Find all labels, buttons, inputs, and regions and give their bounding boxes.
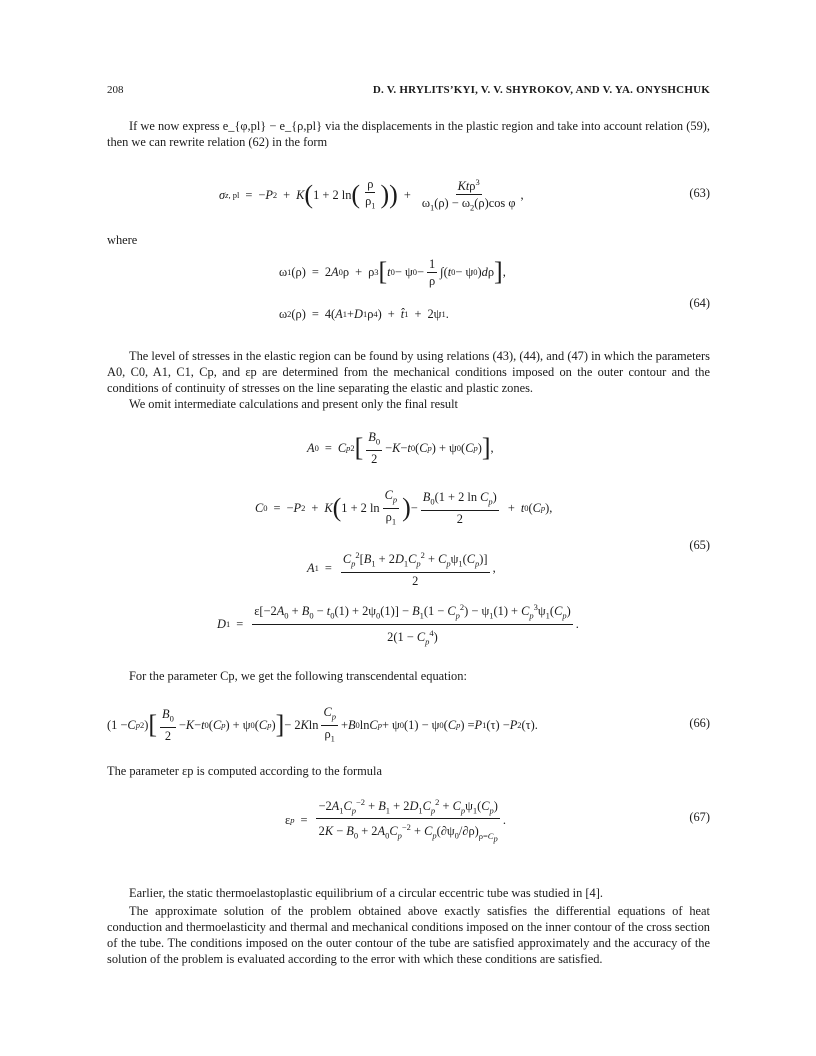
equation-number-65: (65): [689, 538, 710, 552]
paragraph-epsilon: The parameter εp is computed according to the formula: [107, 764, 382, 778]
equation-67-body: ε p = $-2A_1C_p^{-2} + B_1 + 2D_1C_p^2 + C_p\psi_1(C_p)$ $2K - B_0 + 2A_0C_p^{-2} + C_p(\partial\psi_0/\partial\rho)_{\rho=C_p}$ .: [285, 796, 507, 844]
equation-65: [107, 428, 710, 650]
equation-number-66: (66): [689, 716, 710, 730]
equation-64: [107, 252, 710, 332]
equation-65-d1: D 1 = $\varepsilon[-2A_0 + B_0 - t_0(1) + 2\psi_0(1)] - B_1(1 - C_p^2) - \psi_1(1) + C_p^3\psi_1(C_p)$ $2(1 - C_p^4)$ .: [217, 601, 579, 647]
running-header: [107, 84, 710, 100]
equation-63-body: σ z, pl = − P 2 + K ( 1 + 2 ln ( ρ $\rho_1$ ) ) + Ktρ$^3$ $\omega_1(\rho) - \omega_2(\rho)\cos$ φ ,: [219, 177, 524, 213]
equation-65-c0: C 0 = − P 2 + K ( 1 + 2 ln $C_p$ $\rho_1$ ) − $B_0(1 + 2$ $\ln C_p$) 2 + t 0 ( C p ),: [255, 488, 553, 526]
paragraph-where: where: [107, 233, 138, 247]
paragraph-transcendental: For the parameter Cp, we get the following transcendental equation:: [129, 669, 467, 683]
equation-number-63: (63): [689, 186, 710, 200]
page-number: 208: [107, 84, 124, 96]
equation-64-line-2: ω 2 (ρ) = 4( A 1 + D 1 ρ 4 ) + t̂ 1 + 2ψ 1 .: [279, 306, 449, 321]
equation-number-64: (64): [689, 296, 710, 310]
equation-67: [107, 790, 710, 850]
equation-65-a0: A 0 = C p 2 [ $B_0$ 2 − K − t 0 ( C p ) + ψ 0 ( C p ) ] ,: [307, 430, 494, 466]
equation-65-a1: A 1 = $C_p^2[B_1 + 2D_1C_p^2 + C_p\psi_1(C_p)]$ 2 ,: [307, 550, 496, 588]
equation-63: [107, 172, 710, 218]
paragraph-approximate-solution: The approximate solution of the problem obtained above exactly satisfies the differential equations of heat conduction and thermoelasticity and thermal and mechanical conditions imposed on the inner contour of the cross section of the tube. The conditions imposed on the outer contour of the tube are satisfied approximately and the accuracy of the solution of the problem is evaluated according to the error with which these conditions are satisfied.: [107, 904, 710, 966]
paragraph-earlier: Earlier, the static thermoelastoplastic equilibrium of a circular eccentric tube was studied in [4].: [129, 886, 603, 900]
equation-64-line-1: ω 1 (ρ) = 2 A 0 ρ + ρ 3 [ t 0 − ψ 0 − 1 ρ ∫( t 0 − ψ 0 ) d ρ ] ,: [279, 256, 506, 288]
equation-66-body: (1 − C p 2 ) [ $B_0$ 2 − K − t 0 ( C p ) + ψ 0 ( C p ) ] − 2 K ln $C_p$ $\rho_1$ + B 0 ln C p + ψ 0 (1) − ψ 0 ( C p ) = P 1 (τ) − P 2 (τ).: [107, 705, 538, 743]
paragraph-intro: If we now express e_{φ,pl} − e_{ρ,pl} via the displacements in the plastic region and take into account relation (59), then we can rewrite relation (62) in the form: [107, 119, 710, 149]
running-title: D. V. HRYLITS’KYI, V. V. SHYROKOV, AND V. YA. ONYSHCHUK: [372, 84, 710, 96]
equation-number-67: (67): [689, 810, 710, 824]
equation-66: [107, 704, 710, 746]
paragraph-omit: We omit intermediate calculations and present only the final result: [129, 397, 458, 411]
paragraph-elastic-region: The level of stresses in the elastic region can be found by using relations (43), (44), and (47) in which the parameters A0, C0, A1, C1, Cp, and εp are determined from the mechanical conditions imposed on the outer contour and the conditions of continuity of stresses on the line separating the elastic and plastic zones.: [107, 349, 710, 395]
